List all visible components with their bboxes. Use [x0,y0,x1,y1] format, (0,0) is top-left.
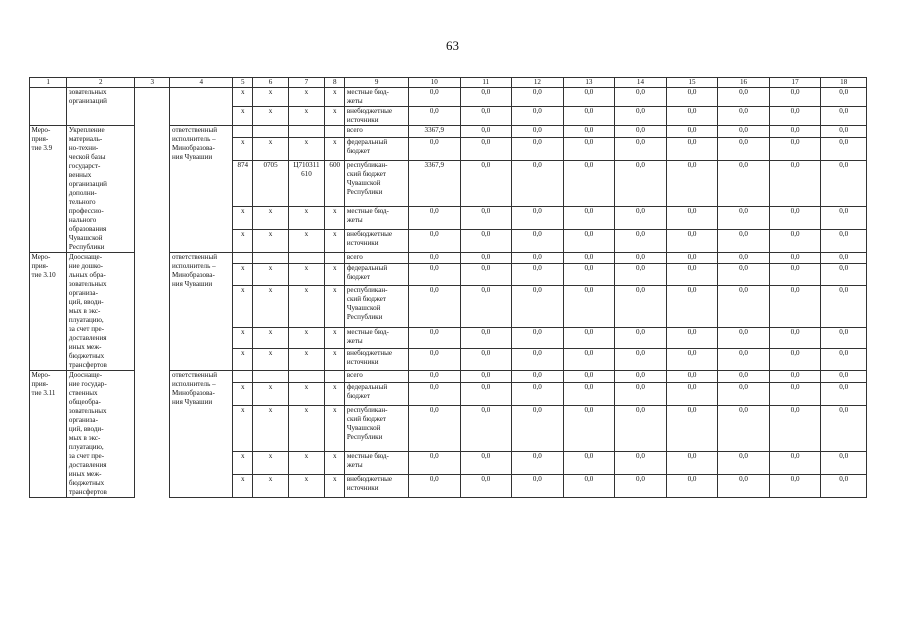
measure-3-row-value-col-13: 0,0 [563,406,615,451]
continued-row-value-col-11: 0,0 [460,107,512,126]
column-number-18: 18 [821,78,867,88]
measure-3-row-code-8: x [325,451,345,474]
measure-1-row-code-8 [325,126,345,138]
measure-1-row-value-col-17: 0,0 [769,206,821,229]
measure-1-row-value-col-12: 0,0 [512,161,564,206]
measure-2-row-value-col-12: 0,0 [512,253,564,264]
continued-row-value-col-10: 0,0 [409,88,461,107]
measure-2-row-funding-source: федеральный бюджет [345,264,409,286]
measure-2-row-value-col-11: 0,0 [460,285,512,327]
measure-2-row-value-col-17: 0,0 [769,264,821,286]
column-number-16: 16 [718,78,770,88]
measure-3-row-code-5: x [233,451,253,474]
continued-row-code-8: x [325,107,345,126]
measure-3-row-funding-source: местные бюд- жеты [345,451,409,474]
measure-name: Дооснаще- ние государ- ственных общеобра- зовательных организа- ций, вводи- мых в экс- плуатацию, за счет пре- доставления иных меж- бюджетных трансфертов [67,371,135,498]
column-number-17: 17 [769,78,821,88]
column-number-14: 14 [615,78,667,88]
measure-2-row-funding-source: местные бюд- жеты [345,327,409,349]
measure-3-row-value-col-17: 0,0 [769,406,821,451]
measure-2-row-code-6: x [253,264,288,286]
measure-1-row-value-col-13: 0,0 [563,138,615,161]
measure-2-row-value-col-17: 0,0 [769,253,821,264]
measure-1-row-value-col-15: 0,0 [666,126,718,138]
measure-3-row-value-col-16: 0,0 [718,406,770,451]
measure-1-row-code-6: x [253,229,288,252]
measure-3-row-code-8: x [325,474,345,497]
measure-label: Меро- прия- тие 3.10 [30,253,67,371]
measure-2-row-value-col-16: 0,0 [718,285,770,327]
measure-2-row-value-col-14: 0,0 [615,327,667,349]
continued-row-value-col-13: 0,0 [563,107,615,126]
measure-3-row-code-8: x [325,406,345,451]
measure-2-row-value-col-16: 0,0 [718,264,770,286]
responsible-executor: ответственный исполнитель – Минобразова- ния Чувашии [170,371,233,498]
continued-row-value-col-11: 0,0 [460,88,512,107]
measure-3-row-value-col-15: 0,0 [666,371,718,383]
measure-2-row-value-col-12: 0,0 [512,264,564,286]
measure-1-row-value-col-11: 0,0 [460,126,512,138]
measure-3-row-value-col-17: 0,0 [769,474,821,497]
measure-3-row-code-6: x [253,383,288,406]
measure-3-row-code-6: x [253,451,288,474]
measure-3-row-code-6 [253,371,288,383]
continued-row-value-col-15: 0,0 [666,107,718,126]
measure-1-row-value-col-11: 0,0 [460,138,512,161]
measure-1-row-code-5 [233,126,253,138]
measure-3-row-value-col-12: 0,0 [512,406,564,451]
measure-1-row-value-col-16: 0,0 [718,126,770,138]
measure-label: Меро- прия- тие 3.11 [30,371,67,498]
measure-3-row-code-6: x [253,474,288,497]
measure-1-row-value-col-18: 0,0 [821,126,867,138]
responsible-executor: ответственный исполнитель – Минобразова- ния Чувашии [170,253,233,371]
measure-1-row-code-5: x [233,206,253,229]
continued-row-value-col-10: 0,0 [409,107,461,126]
continued-responsible-cell [170,88,233,126]
measure-2-row-value-col-10: 0,0 [409,253,461,264]
measure-1-row-code-6 [253,126,288,138]
measure-3-row-value-col-18: 0,0 [821,406,867,451]
measure-1-row-value-col-18: 0,0 [821,229,867,252]
measure-3-row-value-col-13: 0,0 [563,383,615,406]
measure-2-row-value-col-13: 0,0 [563,253,615,264]
column-number-2: 2 [67,78,135,88]
measure-2-row-value-col-10: 0,0 [409,349,461,371]
measure-name: Дооснаще- ние дошко- льных обра- зовательных организа- ций, вводи- мых в экс- плуатацию, за счет пре- доставления иных меж- бюджетных трансфертов [67,253,135,371]
measure-1-row-value-col-17: 0,0 [769,138,821,161]
measure-1-row-value-col-13: 0,0 [563,229,615,252]
measure-1-row-value-col-18: 0,0 [821,161,867,206]
measure-label: Меро- прия- тие 3.9 [30,126,67,253]
continued-row-value-col-14: 0,0 [615,88,667,107]
measure-2-row-value-col-11: 0,0 [460,349,512,371]
measure-1-row-code-6: x [253,138,288,161]
continued-row-value-col-12: 0,0 [512,107,564,126]
measure-1-row-value-col-13: 0,0 [563,206,615,229]
measure-1-row-funding-source: федеральный бюджет [345,138,409,161]
measure-1-row-code-5: 874 [233,161,253,206]
column-number-row [30,78,867,88]
column-number-1: 1 [30,78,67,88]
measure-3-row-value-col-18: 0,0 [821,474,867,497]
page-number: 63 [446,38,459,53]
measure-3-row-value-col-18: 0,0 [821,383,867,406]
table-row [30,88,867,107]
measure-1-row-value-col-18: 0,0 [821,206,867,229]
measure-3-row-value-col-12: 0,0 [512,383,564,406]
measure-2-row-code-6: x [253,349,288,371]
measure-2-row-code-6: x [253,285,288,327]
measure-1-row-funding-source: внебюджетные источники [345,229,409,252]
measure-1-row-value-col-16: 0,0 [718,161,770,206]
measure-1-row-code-8: x [325,206,345,229]
measure-3-row-funding-source: республикан- ский бюджет Чувашской Республики [345,406,409,451]
table-row [30,371,867,383]
measure-1-row-code-7 [288,126,324,138]
continued-row-value-col-18: 0,0 [821,88,867,107]
column-number-7: 7 [288,78,324,88]
measure-3-row-value-col-15: 0,0 [666,474,718,497]
measure-1-row-value-col-11: 0,0 [460,206,512,229]
measure-2-row-value-col-11: 0,0 [460,253,512,264]
measure-3-row-code-7: x [288,383,324,406]
measure-1-row-code-8: x [325,229,345,252]
measure-2-row-code-6: x [253,327,288,349]
measure-3-row-funding-source: федеральный бюджет [345,383,409,406]
measure-1-row-code-6: x [253,206,288,229]
measure-2-row-code-8: x [325,264,345,286]
measure-1-row-value-col-13: 0,0 [563,126,615,138]
continued-row-value-col-14: 0,0 [615,107,667,126]
measure-1-row-value-col-10: 3367,9 [409,126,461,138]
measure-2-row-value-col-17: 0,0 [769,349,821,371]
measure-1-row-value-col-10: 0,0 [409,206,461,229]
measure-3-row-value-col-14: 0,0 [615,371,667,383]
column-number-3: 3 [135,78,170,88]
measure-2-row-code-7: x [288,285,324,327]
continued-row-value-col-17: 0,0 [769,88,821,107]
column-number-13: 13 [563,78,615,88]
continued-row-value-col-18: 0,0 [821,107,867,126]
measure-2-row-value-col-17: 0,0 [769,285,821,327]
measure-1-row-value-col-18: 0,0 [821,138,867,161]
measure-2-row-code-5: x [233,264,253,286]
measure-2-row-code-8: x [325,285,345,327]
measure-3-row-code-8: x [325,383,345,406]
measure-1-row-value-col-14: 0,0 [615,126,667,138]
measure-2-row-value-col-15: 0,0 [666,264,718,286]
measure-1-row-value-col-15: 0,0 [666,229,718,252]
continued-row-value-col-15: 0,0 [666,88,718,107]
measure-1-row-code-7: Ц710311 610 [288,161,324,206]
measure-1-row-value-col-16: 0,0 [718,229,770,252]
measure-1-row-value-col-10: 0,0 [409,229,461,252]
measure-1-row-value-col-12: 0,0 [512,229,564,252]
measure-3-row-code-5 [233,371,253,383]
measure-2-row-value-col-10: 0,0 [409,327,461,349]
measure-2-row-value-col-16: 0,0 [718,327,770,349]
measure-3-row-value-col-16: 0,0 [718,383,770,406]
measure-1-row-value-col-10: 0,0 [409,138,461,161]
measure-3-row-value-col-11: 0,0 [460,371,512,383]
measure-3-row-code-7 [288,371,324,383]
measure-3-row-value-col-11: 0,0 [460,406,512,451]
measure-2-row-code-7: x [288,264,324,286]
measure-1-row-value-col-11: 0,0 [460,161,512,206]
measure-2-row-code-7 [288,253,324,264]
measure-3-row-value-col-10: 0,0 [409,371,461,383]
column-number-8: 8 [325,78,345,88]
continued-row-value-col-12: 0,0 [512,88,564,107]
measure-2-row-code-5: x [233,285,253,327]
measure-2-row-value-col-12: 0,0 [512,349,564,371]
measure-2-row-value-col-13: 0,0 [563,327,615,349]
measure-2-row-value-col-11: 0,0 [460,264,512,286]
measure-1-row-code-5: x [233,229,253,252]
measure-3-row-value-col-10: 0,0 [409,474,461,497]
measure-2-row-value-col-18: 0,0 [821,253,867,264]
measure-3-row-value-col-18: 0,0 [821,451,867,474]
measure-3-row-value-col-17: 0,0 [769,383,821,406]
measure-3-row-value-col-18: 0,0 [821,371,867,383]
measure-name: Укрепление материаль- но-техни- ческой базы государст- венных организаций дополни- тельного профессио- нального образования Чувашской Республики [67,126,135,253]
measure-3-row-funding-source: всего [345,371,409,383]
measure-2-row-code-6 [253,253,288,264]
measure-1-row-value-col-14: 0,0 [615,161,667,206]
measure-3-row-value-col-16: 0,0 [718,451,770,474]
measure-3-row-code-5: x [233,474,253,497]
measure-1-row-value-col-17: 0,0 [769,126,821,138]
measure-3-row-code-5: x [233,383,253,406]
table-row [30,126,867,138]
measure-3-row-value-col-16: 0,0 [718,371,770,383]
column-number-6: 6 [253,78,288,88]
measure-2-row-code-5: x [233,327,253,349]
measure-1-row-value-col-17: 0,0 [769,229,821,252]
measure-1-row-code-7: x [288,138,324,161]
measure-2-row-value-col-17: 0,0 [769,327,821,349]
measure-2-row-value-col-10: 0,0 [409,285,461,327]
measure-1-row-value-col-10: 3367,9 [409,161,461,206]
measure-2-row-value-col-10: 0,0 [409,264,461,286]
measure-2-row-value-col-18: 0,0 [821,327,867,349]
measure-2-row-value-col-14: 0,0 [615,285,667,327]
measure-3-row-value-col-14: 0,0 [615,383,667,406]
measure-2-row-value-col-14: 0,0 [615,264,667,286]
measure-1-row-funding-source: республикан- ский бюджет Чувашской Республики [345,161,409,206]
continued-row-funding-source: местные бюд- жеты [345,88,409,107]
continued-row-code-6: x [253,107,288,126]
column-number-9: 9 [345,78,409,88]
measure-3-row-code-5: x [233,406,253,451]
measure-2-row-funding-source: внебюджетные источники [345,349,409,371]
continued-row-value-col-13: 0,0 [563,88,615,107]
measure-3-row-value-col-13: 0,0 [563,451,615,474]
measure-1-row-value-col-11: 0,0 [460,229,512,252]
measure-2-row-code-5 [233,253,253,264]
measure-3-row-value-col-15: 0,0 [666,451,718,474]
measure-1-row-value-col-17: 0,0 [769,161,821,206]
measure-3-row-code-7: x [288,406,324,451]
measure-2-row-code-8: x [325,349,345,371]
measure-3-row-value-col-13: 0,0 [563,371,615,383]
continued-row-value-col-16: 0,0 [718,88,770,107]
measure-2-row-value-col-16: 0,0 [718,349,770,371]
measure-1-row-value-col-15: 0,0 [666,161,718,206]
measure-3-row-code-7: x [288,474,324,497]
measure-1-row-value-col-14: 0,0 [615,229,667,252]
continued-row-value-col-16: 0,0 [718,107,770,126]
continued-row-code-6: x [253,88,288,107]
measure-2-row-value-col-13: 0,0 [563,349,615,371]
measure-2-row-value-col-15: 0,0 [666,349,718,371]
column-number-5: 5 [233,78,253,88]
measure-1-row-code-8: 600 [325,161,345,206]
budget-table [29,77,867,498]
continued-row-code-7: x [288,107,324,126]
measure-1-row-value-col-14: 0,0 [615,138,667,161]
measure-3-row-value-col-14: 0,0 [615,474,667,497]
measure-2-row-value-col-12: 0,0 [512,327,564,349]
measure-1-row-code-7: x [288,206,324,229]
measure-2-row-value-col-12: 0,0 [512,285,564,327]
continued-row-code-7: x [288,88,324,107]
continued-row-code-5: x [233,107,253,126]
measure-1-row-funding-source: местные бюд- жеты [345,206,409,229]
measure-3-row-value-col-15: 0,0 [666,383,718,406]
measure-2-row-value-col-14: 0,0 [615,349,667,371]
continued-row-value-col-17: 0,0 [769,107,821,126]
measure-2-row-funding-source: республикан- ский бюджет Чувашской Республики [345,285,409,327]
continued-row-code-5: x [233,88,253,107]
continued-measure-name: зовательных организаций [67,88,135,126]
measure-1-row-value-col-15: 0,0 [666,206,718,229]
measure-1-row-value-col-14: 0,0 [615,206,667,229]
measure-3-row-value-col-11: 0,0 [460,383,512,406]
measure-1-row-funding-source: всего [345,126,409,138]
measure-2-row-code-7: x [288,327,324,349]
table-row [30,253,867,264]
column-number-11: 11 [460,78,512,88]
measure-1-row-code-6: 0705 [253,161,288,206]
column-number-12: 12 [512,78,564,88]
column-number-10: 10 [409,78,461,88]
measure-1-row-value-col-12: 0,0 [512,138,564,161]
responsible-executor: ответственный исполнитель – Минобразова- ния Чувашии [170,126,233,253]
measure-1-row-value-col-13: 0,0 [563,161,615,206]
measure-2-row-value-col-15: 0,0 [666,253,718,264]
measure-2-row-code-5: x [233,349,253,371]
measure-2-row-value-col-18: 0,0 [821,349,867,371]
measure-3-row-code-6: x [253,406,288,451]
measure-3-row-value-col-15: 0,0 [666,406,718,451]
measure-2-row-code-8 [325,253,345,264]
col3-cell [135,253,170,371]
measure-3-row-code-7: x [288,451,324,474]
measure-2-row-value-col-14: 0,0 [615,253,667,264]
measure-3-row-value-col-13: 0,0 [563,474,615,497]
column-number-15: 15 [666,78,718,88]
continued-label-cell [30,88,67,126]
measure-2-row-value-col-18: 0,0 [821,264,867,286]
measure-2-row-value-col-16: 0,0 [718,253,770,264]
measure-3-row-value-col-10: 0,0 [409,451,461,474]
measure-1-row-value-col-16: 0,0 [718,206,770,229]
measure-2-row-code-7: x [288,349,324,371]
measure-3-row-value-col-12: 0,0 [512,474,564,497]
measure-2-row-code-8: x [325,327,345,349]
continued-row-code-8: x [325,88,345,107]
measure-2-row-value-col-18: 0,0 [821,285,867,327]
measure-3-row-value-col-10: 0,0 [409,383,461,406]
measure-3-row-value-col-14: 0,0 [615,451,667,474]
measure-2-row-funding-source: всего [345,253,409,264]
measure-3-row-value-col-17: 0,0 [769,451,821,474]
table-body [30,78,867,498]
measure-3-row-value-col-17: 0,0 [769,371,821,383]
measure-2-row-value-col-15: 0,0 [666,327,718,349]
measure-2-row-value-col-13: 0,0 [563,264,615,286]
measure-3-row-value-col-10: 0,0 [409,406,461,451]
col3-cell [135,371,170,498]
col3-cell [135,126,170,253]
measure-1-row-code-7: x [288,229,324,252]
measure-1-row-code-5: x [233,138,253,161]
measure-2-row-value-col-13: 0,0 [563,285,615,327]
measure-1-row-code-8: x [325,138,345,161]
measure-1-row-value-col-12: 0,0 [512,206,564,229]
measure-3-row-value-col-12: 0,0 [512,451,564,474]
column-number-4: 4 [170,78,233,88]
measure-2-row-value-col-15: 0,0 [666,285,718,327]
measure-3-row-value-col-12: 0,0 [512,371,564,383]
measure-3-row-value-col-16: 0,0 [718,474,770,497]
measure-3-row-value-col-11: 0,0 [460,474,512,497]
measure-3-row-code-8 [325,371,345,383]
measure-1-row-value-col-12: 0,0 [512,126,564,138]
measure-3-row-value-col-14: 0,0 [615,406,667,451]
measure-3-row-value-col-11: 0,0 [460,451,512,474]
measure-2-row-value-col-11: 0,0 [460,327,512,349]
measure-3-row-funding-source: внебюджетные источники [345,474,409,497]
col3-cell [135,88,170,126]
measure-1-row-value-col-16: 0,0 [718,138,770,161]
measure-1-row-value-col-15: 0,0 [666,138,718,161]
continued-row-funding-source: внебюджетные источники [345,107,409,126]
